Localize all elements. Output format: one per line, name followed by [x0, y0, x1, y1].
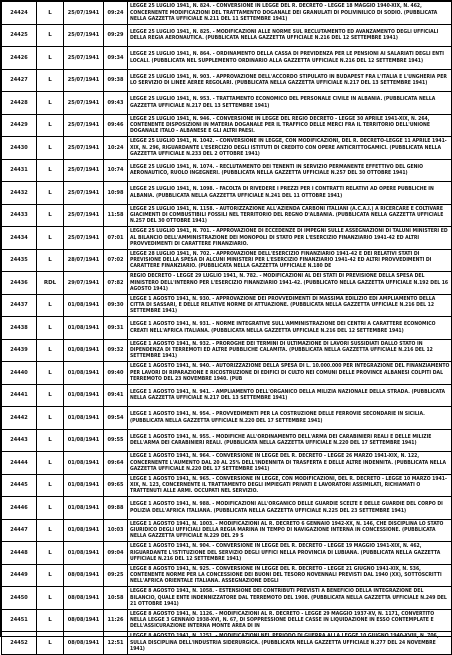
record-number: 24429: [2, 114, 37, 137]
record-number: 24435: [2, 249, 37, 272]
record-code: 10:58: [104, 587, 128, 610]
record-description: LEGGE 25 LUGLIO 1941, N. 825. - MODIFICAZIONI ALLE NORME SUL RECLUTAMENTO ED AVANZAMENTO DEGLI UFFICIALI DELLA REGIA AERONAUTICA. (PUBBLICATA NELLA GAZZETTA UFFICIALE N.216 DEL 12 SETTEMBRE 1941): [128, 24, 452, 47]
table-row: [2, 339, 452, 362]
record-type: L: [37, 407, 64, 430]
record-type: L: [37, 564, 64, 587]
record-number: 24431: [2, 159, 37, 182]
record-type: L: [37, 159, 64, 182]
record-date: 01/08/1941: [64, 542, 104, 565]
record-date: 25/07/1941: [64, 114, 104, 137]
law-register-rows: [2, 2, 452, 655]
record-description: LEGGE 25 LUGLIO 1941, N. 1158. - AUTORIZZAZIONE ALL'AZIENDA CARBONI ITALIANI (A.C.A.I.) A RICERCARE E COLTIVARE GIACIMENTI DI COMBUSTIBILI FOSSILI NEL TERRITORIO DEL REGNO D'ALBANIA. (PUBBLICATA NELLA GAZZETTA UFFICIALE N.257 DEL 30 OTTOBRE 1941): [128, 204, 452, 227]
record-code: 11:26: [104, 609, 128, 632]
record-description: LEGGE 1 AGOSTO 1941, N. 932. - PROROGHE DEI TERMINI DI ULTIMAZIONE DI LAVORI SUSSIDIATI DALLO STATO IN DIPENDENZA DI TERREMOTI ED ALTRE PUBBLICHE CALAMITA. (PUBBLICATA NELLA GAZZETTA UFFICIALE N.216 DEL 12 SETTEMBRE 1941): [128, 339, 452, 362]
record-description: LEGGE 1 AGOSTO 1941, N. 904. - CONVERSIONE IN LEGGE DEL R. DECRETO - LEGGE 19 MAGGIO 1941-XIX, N. 462, RIGUARDANTE L'ISTITUZIONE DEL SERVIZIO DEGLI UFFICI NELLA PROVINCIA DI LUBIANA. (PUBBLICATA NELLA GAZZETTA UFFICIALE N.216 DEL 12 SETTEMBRE 1941): [128, 542, 452, 565]
record-description: LEGGE 1 AGOSTO 1941, N. 1003. - MODIFICAZIONI AL R. DECRETO 6 GENNAIO 1942-XX, N. 146, CHE DISCIPLINA LO STATO GIURIDICO DEGLI UFFICIALI DELLA REGIA MARINA IN TEMPO DI NAVIGAZIONE INTERNA IN CONCESSIONE. (PUBBLICATA NELLA GAZZETTA UFFICIALE N.229 DEL 29 S: [128, 519, 452, 542]
record-date: 01/08/1941: [64, 519, 104, 542]
record-date: 25/07/1941: [64, 159, 104, 182]
record-type: L: [37, 249, 64, 272]
table-row: [2, 2, 452, 25]
record-description: LEGGE 1 AGOSTO 1941, N. 931. - NORME INTEGRATIVE SULL'AMMINISTRAZIONE DEI CENTRI A CARATTERE ECONOMICO CREATI NELL'AFRICA ITALIANA. (PUBBLICATA NELLA GAZZETTA UFFICIALE N.216 DEL 12 SETTEMBRE 1941): [128, 317, 452, 340]
table-row: [2, 429, 452, 452]
record-code: 09:25: [104, 564, 128, 587]
record-description: LEGGE 1 AGOSTO 1941, N. 954. - PROVVEDIMENTI PER LA COSTRUZIONE DELLE FERROVIE SECONDARIE IN SICILIA. (PUBBLICATA NELLA GAZZETTA UFFICIALE N.220 DEL 17 SETTEMBRE 1941): [128, 407, 452, 430]
record-number: 24449: [2, 564, 37, 587]
table-row: [2, 474, 452, 497]
record-code: 10:98: [104, 182, 128, 205]
record-description: LEGGE 25 LUGLIO 1941, N. 953. - TRATTAMENTO ECONOMICO DEL PERSONALE CIVILE IN ALBANIA. (PUBBLICATA NELLA GAZZETTA UFFICIALE N.217 DEL 13 SETTEMBRE 1941): [128, 92, 452, 115]
law-register-table: [1, 1, 452, 655]
record-type: L: [37, 587, 64, 610]
record-number: 24450: [2, 587, 37, 610]
record-code: 09:34: [104, 47, 128, 70]
record-type: L: [37, 429, 64, 452]
record-date: 25/07/1941: [64, 47, 104, 70]
record-code: 09:88: [104, 497, 128, 520]
record-type: L: [37, 137, 64, 160]
record-number: 24443: [2, 429, 37, 452]
record-code: 09:24: [104, 2, 128, 25]
record-description: LEGGE 25 LUGLIO 1941, N. 946. - CONVERSIONE IN LEGGE DEL REGIO DECRETO - LEGGE 30 APRILE 1941-XIX, N. 264, CONTENENTE DISPOSIZIONI IN MATERIA DOGANALE PER IL TRAFFICO DELLE MERCI FRA IL TERRITORIO DELL'UNIONE DOGANALE ITALO - ALBANESE E GLI ALTRI PAESI.: [128, 114, 452, 137]
record-date: 28/07/1941: [64, 249, 104, 272]
table-row: [2, 114, 452, 137]
table-row: [2, 564, 452, 587]
record-type: L: [37, 609, 64, 632]
record-code: 09:43: [104, 92, 128, 115]
record-number: 24424: [2, 2, 37, 25]
table-row: [2, 227, 452, 250]
table-row: [2, 519, 452, 542]
record-description: LEGGE 1 AGOSTO 1941, N. 930. - APPROVAZIONE DEI PROVVEDIMENTI DI MASSIMA EDILIZIO EDI AMPLIAMENTO DELLA CITTA DI SASSARI, E DELLE RELATIVE NORME DI ATTUAZIONE. (PUBBLICATA NELLA GAZZETTA UFFICIALE N.216 DEL 12 SETTEMBRE 1941): [128, 294, 452, 317]
record-code: 09:30: [104, 294, 128, 317]
record-number: 24433: [2, 204, 37, 227]
record-type: L: [37, 384, 64, 407]
record-type: L: [37, 2, 64, 25]
record-type: L: [37, 47, 64, 70]
table-row: [2, 632, 452, 655]
record-description: LEGGE 1 AGOSTO 1941, N. 965. - CONVERSIONE IN LEGGE, CON MODIFICAZIONI, DEL R. DECRETO - LEGGE 10 MARZO 1941-XIX, N. 123, CONCERNENTE IL TRATTAMENTO DEGLI IMPIEGATI PRIVATI E LAVORATORI ASSIMILATI, RICHIAMATI O TRATTENUTI ALLE ARMI. OCCUPATI NEL SERVIZIO.: [128, 474, 452, 497]
record-type: L: [37, 317, 64, 340]
record-number: 24447: [2, 519, 37, 542]
record-description: LEGGE 1 AGOSTO 1941, N. 955. - MODIFICHE ALL'ORDINAMENTO DELL'ARMA DEI CARABINIERI REALI E DELLE MILIZIE DELL'ARMA DEI CARABINIERI REALI. (PUBBLICATA NELLA GAZZETTA UFFICIALE N.220 DEL 17 SETTEMBRE 1941): [128, 429, 452, 452]
record-type: L: [37, 294, 64, 317]
record-date: 08/08/1941: [64, 587, 104, 610]
table-row: [2, 452, 452, 475]
record-description: LEGGE 25 LUGLIO 1941, N. 701. - APPROVAZIONE DI ECCEDENZE DI IMPEGNI SULLE ASSEGNAZIONI DI TALUNI MINISTERI ED AL BILANCIO DELL'AMMINISTRAZIONE DEI MONOPOLI DI STATO PER L'ESERCIZIO FINANZIARIO 1941-42 ED ALTRI PROVVEDIMENTI DI CARATTERE FINANZIARIO.: [128, 227, 452, 250]
record-number: 24440: [2, 362, 37, 385]
table-row: [2, 92, 452, 115]
table-row: [2, 542, 452, 565]
record-code: 09:29: [104, 24, 128, 47]
record-number: 24437: [2, 294, 37, 317]
record-description: LEGGE 1 AGOSTO 1941, N. 988. - MODIFICAZIONI ALL'ORGANICO DELLE GUARDIE SCELTE E DELLE GUARDIE DEL CORPO DI POLIZIA DELL'AFRICA ITALIANA. (PUBBLICATA NELLA GAZZETTA UFFICIALE N.225 DEL 23 SETTEMBRE 1941): [128, 497, 452, 520]
record-date: 01/08/1941: [64, 362, 104, 385]
record-number: 24445: [2, 474, 37, 497]
record-description: LEGGE 25 LUGLIO 1941, N. 1098. - FACOLTA DI RIVEDERE I PREZZI PER I CONTRATTI RELATIVI AD OPERE PUBBLICHE IN ALBANIA. (PUBBLICATA NELLA GAZZETTA UFFICIALE N.241 DEL 11 OTTOBRE 1941): [128, 182, 452, 205]
table-row: [2, 137, 452, 160]
record-date: 01/08/1941: [64, 452, 104, 475]
record-description: LEGGE 8 AGOSTO 1941, N. 925. - CONVERSIONE IN LEGGE DEL R. DECRETO - LEGGE 21 GIUGNO 1941-XIX, N. 536, CONTENENTE NORME PER LA CONCESSIONE DEI BUONI DEL TESORO NOVENNALI PREVISTI DAL 1940 (XX), SOTTOSCRITTI NELL'AFRICA ORIENTALE ITALIANA. ASSEGNAZIONE DEGLI: [128, 564, 452, 587]
record-type: L: [37, 452, 64, 475]
table-row: [2, 204, 452, 227]
record-date: 01/08/1941: [64, 407, 104, 430]
table-row: [2, 272, 452, 295]
record-number: 24430: [2, 137, 37, 160]
record-code: 09:46: [104, 114, 128, 137]
table-row: [2, 159, 452, 182]
record-code: 10:24: [104, 137, 128, 160]
record-number: 24446: [2, 497, 37, 520]
record-date: 25/07/1941: [64, 69, 104, 92]
record-type: L: [37, 339, 64, 362]
record-description: LEGGE 8 AGOSTO 1941, N. 1126. - MODIFICAZIONI AL R. DECRETO - LEGGE 29 MAGGIO 1937-XV, N. 1171, CONVERTITO NELLA LEGGE 3 GENNAIO 1938-XVI, N. 67, DI SOPPRESSIONE DELLE CASSE IN LIQUIDAZIONE IN ESSO CONTEMPLATE E DELL'ASSICURAZIONE INTERNA MONTE AREA DI IN: [128, 609, 452, 632]
record-date: 01/08/1941: [64, 317, 104, 340]
record-type: L: [37, 474, 64, 497]
record-description: LEGGE 25 LUGLIO 1941, N. 903. - APPROVAZIONE DELL'ACCORDO STIPULATO IN BUDAPEST FRA L'ITALIA E L'UNGHERIA PER LO SERVIZIO DI LINEE AEREE REGOLARI. (PUBBLICATA NELLA GAZZETTA UFFICIALE N.217 DEL 13 SETTEMBRE 1941): [128, 69, 452, 92]
table-row: [2, 249, 452, 272]
record-number: 24452: [2, 632, 37, 655]
record-description: LEGGE 25 LUGLIO 1941, N. 824. - CONVERSIONE IN LEGGE DEL R. DECRETO - LEGGE 18 MAGGIO 1940-XIX, N. 462, CONCERNENTE MODIFICAZIONI DEL TRATTAMENTO DOGANALE DEI GRANULATI DI POLIVINILICO DI SODIO. (PUBBLICATA NELLA GAZZETTA UFFICIALE N.211 DEL 11 SETTEMBRE 1941): [128, 2, 452, 25]
record-code: 09:04: [104, 542, 128, 565]
record-date: 25/07/1941: [64, 137, 104, 160]
record-date: 25/07/1941: [64, 92, 104, 115]
record-code: 12:51: [104, 632, 128, 655]
record-code: 07:01: [104, 227, 128, 250]
record-code: 09:41: [104, 384, 128, 407]
record-description: LEGGE 1 AGOSTO 1941, N. 964. - CONVERSIONE IN LEGGE DEL R. DECRETO - LEGGE 26 MARZO 1941-XIX, N. 122, CONCERNENTE L'AUMENTO DAL 20 AL 25% DELL'INDENNITA DI TRASFERTA E DELLE ALTRE INDENNITA. (PUBBLICATA NELLA GAZZETTA UFFICIALE N.220 DEL 17 SETTEMBRE 1941): [128, 452, 452, 475]
record-type: L: [37, 204, 64, 227]
record-number: 24436: [2, 272, 37, 295]
record-number: 24434: [2, 227, 37, 250]
table-row: [2, 69, 452, 92]
record-description: LEGGE 28 LUGLIO 1941, N. 702. - APPROVAZIONE DELL'ESERCIZIO FINANZIARIO 1941-42 E DEI RELATIVI STATI DI PREVISIONE DELLA SPESA DI ALCUNI MINISTERI PER L'ESERCIZIO FINANZIARIO 1941-42 ED ALTRI PROVVEDIMENTI DI CARATTERE FINANZIARIO. (PUBBLICATA NELLA GAZZETTA UFFICIALE N.180 DE: [128, 249, 452, 272]
record-date: 01/08/1941: [64, 294, 104, 317]
record-code: 07:82: [104, 272, 128, 295]
record-type: L: [37, 497, 64, 520]
record-number: 24451: [2, 609, 37, 632]
record-code: 09:64: [104, 452, 128, 475]
record-date: 01/08/1941: [64, 384, 104, 407]
table-row: [2, 47, 452, 70]
record-number: 24441: [2, 384, 37, 407]
record-code: 09:55: [104, 429, 128, 452]
record-date: 29/07/1941: [64, 272, 104, 295]
record-number: 24426: [2, 47, 37, 70]
record-code: 10:74: [104, 159, 128, 182]
record-date: 01/08/1941: [64, 497, 104, 520]
record-number: 24448: [2, 542, 37, 565]
record-date: 25/07/1941: [64, 182, 104, 205]
table-row: [2, 317, 452, 340]
record-code: 09:38: [104, 69, 128, 92]
table-row: [2, 587, 452, 610]
record-date: 08/08/1941: [64, 609, 104, 632]
table-row: [2, 182, 452, 205]
table-row: [2, 362, 452, 385]
record-date: 25/07/1941: [64, 204, 104, 227]
record-type: L: [37, 114, 64, 137]
record-number: 24428: [2, 92, 37, 115]
record-code: 09:32: [104, 339, 128, 362]
record-date: 25/07/1941: [64, 24, 104, 47]
record-date: 01/08/1941: [64, 339, 104, 362]
record-number: 24425: [2, 24, 37, 47]
record-code: 09:65: [104, 474, 128, 497]
record-code: 11:58: [104, 204, 128, 227]
record-code: 09:31: [104, 317, 128, 340]
record-date: 01/08/1941: [64, 474, 104, 497]
record-code: 10:03: [104, 519, 128, 542]
record-number: 24427: [2, 69, 37, 92]
record-type: L: [37, 362, 64, 385]
record-code: 09:54: [104, 407, 128, 430]
table-row: [2, 609, 452, 632]
record-number: 24432: [2, 182, 37, 205]
record-date: 25/07/1941: [64, 227, 104, 250]
record-code: 09:40: [104, 362, 128, 385]
record-code: 07:02: [104, 249, 128, 272]
record-type: L: [37, 24, 64, 47]
table-row: [2, 384, 452, 407]
record-number: 24438: [2, 317, 37, 340]
record-description: REGIO DECRETO - LEGGE 29 LUGLIO 1941, N. 782. - MODIFICAZIONI AL DEI STATI DI PREVISIONE DELLA SPESA DEL MINISTERO DELL'INTERNO PER L'ESERCIZIO FINANZIARIO 1941-42. (PUBBLICATO NELLA GAZZETTA UFFICIALE N.192 DEL 16 AGOSTO 1941): [128, 272, 452, 295]
record-date: 08/08/1941: [64, 564, 104, 587]
record-description: LEGGE 8 AGOSTO 1941, N. 1251. - MODIFICAZIONI NEL PERIODO DI GUERRA ALLA LEGGE 10 GIUGNO 1940-XVIII, N. 706, SULLA DISCIPLINA DELL'INDUSTRIA SIDERURGICA. (PUBBLICATA NELLA GAZZETTA UFFICIALE N.277 DEL 24 NOVEMBRE 1941): [128, 632, 452, 655]
record-type: L: [37, 519, 64, 542]
record-number: 24444: [2, 452, 37, 475]
record-description: LEGGE 25 LUGLIO 1941, N. 864. - ORDINAMENTO DELLA CASSA DI PREVIDENZA PER LE PENSIONI AI SALARIATI DEGLI ENTI LOCALI. (PUBBLICATA NEL SUPPLEMENTO ORDINARIO ALLA GAZZETTA UFFICIALE N.216 DEL 12 SETTEMBRE 1941): [128, 47, 452, 70]
table-row: [2, 497, 452, 520]
record-type: RDL: [37, 272, 64, 295]
record-type: L: [37, 632, 64, 655]
record-date: 08/08/1941: [64, 632, 104, 655]
record-description: LEGGE 1 AGOSTO 1941, N. 941. - AMPLIAMENTO DELL'ORGANICO DELLA MILIZIA NAZIONALE DELLA STRADA. (PUBBLICATA NELLA GAZZETTA UFFICIALE N.217 DEL 13 SETTEMBRE 1941): [128, 384, 452, 407]
record-number: 24439: [2, 339, 37, 362]
record-description: LEGGE 25 LUGLIO 1941, N. 1074. - RECLUTAMENTO DEI TENENTI IN SERVIZIO PERMANENTE EFFETTIVO DEL GENIO AERONAUTICO, RUOLO INGEGNERI. (PUBBLICATA NELLA GAZZETTA UFFICIALE N.257 DEL 30 OTTOBRE 1941): [128, 159, 452, 182]
record-type: L: [37, 92, 64, 115]
record-date: 01/08/1941: [64, 429, 104, 452]
record-type: L: [37, 542, 64, 565]
table-row: [2, 24, 452, 47]
record-description: LEGGE 25 LUGLIO 1941, N. 1042. - CONVERSIONE IN LEGGE, CON MODIFICAZIONI, DEL R. DECRETO-LEGGE 11 APRILE 1941-XIX, N. 296, RIGUARDANTE L'ESERCIZIO DEGLI ISTITUTI DI CREDITO CON OPERE ANTICRITTOGAMICI. (PUBBLICATA NELLA GAZZETTA UFFICIALE N.233 DEL 2 OTTOBRE 1941): [128, 137, 452, 160]
record-date: 25/07/1941: [64, 2, 104, 25]
record-number: 24442: [2, 407, 37, 430]
record-description: LEGGE 8 AGOSTO 1941, N. 1058. - ESTENSIONE DEI CONTRIBUTI PREVISTI A BENEFICIO DELLA INTEGRAZIONE DEL BILANCIO, QUALE ENTE INDENNIZZATORE DAL TERREMOTO DEL 1908. (PUBBLICATA NELLA GAZZETTA UFFICIALE N.249 DEL 21 OTTOBRE 1941): [128, 587, 452, 610]
table-row: [2, 294, 452, 317]
record-type: L: [37, 182, 64, 205]
table-row: [2, 407, 452, 430]
record-description: LEGGE 1 AGOSTO 1941, N. 940. - AUTORIZZAZIONE DELLA SPESA DI L. 10.000.000 PER INTEGRAZIONE DEL FINANZIAMENTO PER LAVORI DI RIPARAZIONE E RICOSTRUZIONE DI EDIFICI DI CULTO NEI COMUNI DELLE PROVINCE ALBANESI COLPITI DAL TERREMOTO DEL 23 NOVEMBRE 1940. (PUB: [128, 362, 452, 385]
record-type: L: [37, 227, 64, 250]
record-type: L: [37, 69, 64, 92]
